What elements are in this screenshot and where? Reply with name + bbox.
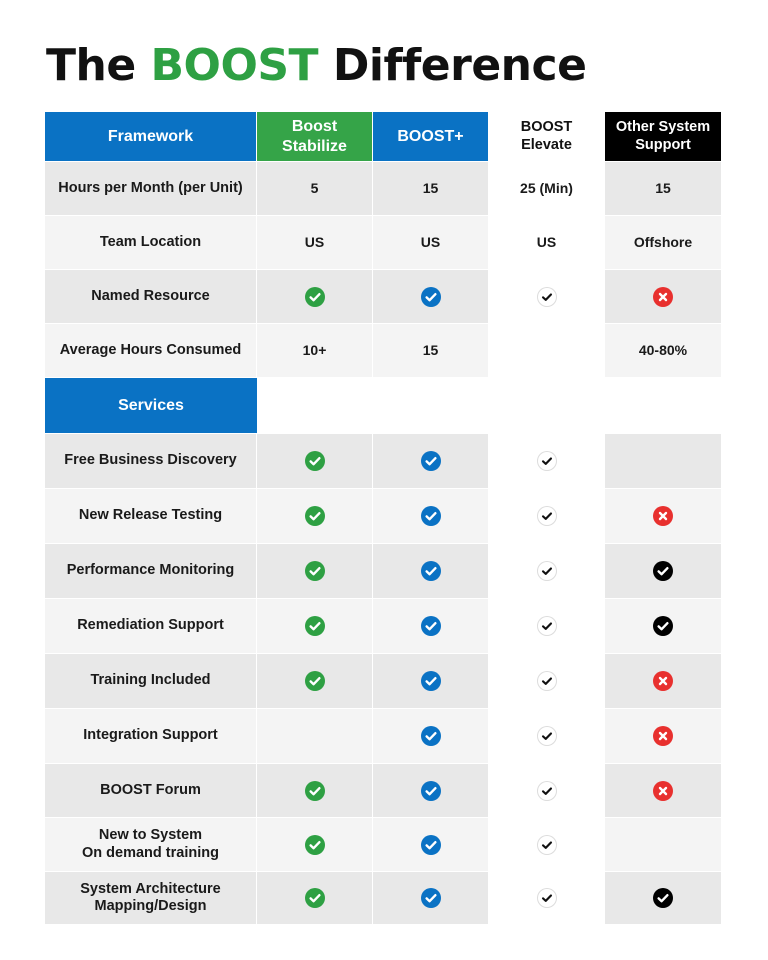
- check-circle-icon: [538, 562, 556, 580]
- cell-boost-elevate: [489, 434, 605, 489]
- header-other-line1: Other System: [615, 119, 711, 136]
- cell-other-system-support: [605, 324, 722, 378]
- header-stabilize-line1: Boost: [291, 118, 338, 136]
- row-label-text: Free Business Discovery: [64, 452, 237, 469]
- row-label: [45, 324, 257, 378]
- row-label-text: Average Hours Consumed: [59, 341, 242, 358]
- row-label: [45, 818, 257, 872]
- row-label-text: On demand training: [82, 844, 219, 861]
- check-circle-icon: [421, 506, 441, 526]
- row-label-text: System Architecture: [80, 880, 221, 897]
- cell-value: US: [304, 234, 325, 251]
- cell-boost-stabilize: [257, 434, 373, 489]
- row-label-text: Mapping/Design: [94, 898, 207, 914]
- row-label: [45, 434, 257, 489]
- row-label-text: Performance Monitoring: [66, 562, 235, 579]
- cell-boost-stabilize: [257, 654, 373, 709]
- x-circle-icon: [653, 506, 673, 526]
- check-circle-icon: [538, 288, 556, 306]
- check-circle-icon: [305, 506, 325, 526]
- services-header-label: Services: [118, 396, 184, 414]
- cell-boost-plus: [373, 709, 489, 764]
- x-circle-icon: [653, 726, 673, 746]
- header-boost-plus: [373, 112, 489, 162]
- cell-other-system-support: [605, 489, 722, 544]
- cell-other-system-support: [605, 216, 722, 270]
- comparison-table: [45, 112, 722, 925]
- row-label-text: Team Location: [99, 233, 202, 250]
- check-circle-icon: [538, 617, 556, 635]
- row-label: [45, 489, 257, 544]
- header-elevate-line1: BOOST: [520, 119, 573, 136]
- cell-boost-stabilize: [257, 818, 373, 872]
- check-circle-icon: [305, 835, 325, 855]
- check-circle-icon: [421, 561, 441, 581]
- row-label-text: Hours per Month (per Unit): [58, 179, 243, 196]
- row-label-text: Integration Support: [83, 727, 218, 744]
- row-label: [45, 872, 257, 925]
- check-circle-icon: [421, 671, 441, 691]
- cell-boost-stabilize: [257, 872, 373, 925]
- cell-boost-plus: [373, 270, 489, 324]
- cell-boost-stabilize: [257, 324, 373, 378]
- title-accent: BOOST: [150, 40, 319, 91]
- cell-boost-plus: [373, 544, 489, 599]
- check-circle-icon: [305, 671, 325, 691]
- header-boost-stabilize: [257, 112, 373, 162]
- cell-boost-stabilize: [257, 599, 373, 654]
- cell-boost-plus: [373, 654, 489, 709]
- cell-other-system-support: [605, 654, 722, 709]
- cell-boost-elevate: [489, 599, 605, 654]
- cell-boost-elevate: [489, 489, 605, 544]
- check-circle-icon: [538, 782, 556, 800]
- cell-other-system-support: [605, 544, 722, 599]
- page-title: [46, 40, 586, 91]
- cell-other-system-support: [605, 818, 722, 872]
- row-label: [45, 764, 257, 818]
- services-header-spacer: [257, 378, 722, 434]
- cell-boost-stabilize: [257, 709, 373, 764]
- cell-boost-elevate: [489, 709, 605, 764]
- check-circle-icon: [653, 561, 673, 581]
- check-circle-icon: [305, 561, 325, 581]
- check-circle-icon: [538, 727, 556, 745]
- cell-boost-stabilize: [257, 544, 373, 599]
- row-label-text: Named Resource: [91, 287, 210, 304]
- cell-value: 25 (Min): [520, 180, 573, 197]
- title-prefix: The: [46, 40, 136, 91]
- cell-boost-plus: [373, 599, 489, 654]
- check-circle-icon: [421, 888, 441, 908]
- cell-value: Offshore: [633, 234, 693, 251]
- cell-boost-plus: [373, 818, 489, 872]
- header-boost-elevate: [489, 112, 605, 162]
- header-elevate-line2: Elevate: [521, 136, 572, 153]
- cell-boost-elevate: [489, 818, 605, 872]
- x-circle-icon: [653, 287, 673, 307]
- cell-boost-elevate: [489, 654, 605, 709]
- check-circle-icon: [305, 287, 325, 307]
- check-circle-icon: [305, 616, 325, 636]
- cell-boost-stabilize: [257, 764, 373, 818]
- cell-other-system-support: [605, 162, 722, 216]
- cell-value: 15: [655, 180, 671, 197]
- services-header: [45, 378, 257, 434]
- check-circle-icon: [305, 451, 325, 471]
- cell-boost-plus: [373, 872, 489, 925]
- cell-boost-plus: [373, 764, 489, 818]
- check-circle-icon: [305, 888, 325, 908]
- header-plus-label: BOOST+: [397, 127, 464, 145]
- check-circle-icon: [653, 616, 673, 636]
- cell-boost-plus: [373, 162, 489, 216]
- cell-value: 10+: [302, 342, 327, 359]
- cell-value: US: [536, 234, 557, 251]
- cell-boost-elevate: [489, 872, 605, 925]
- check-circle-icon: [421, 287, 441, 307]
- check-circle-icon: [653, 888, 673, 908]
- x-circle-icon: [653, 671, 673, 691]
- row-label-text: New Release Testing: [78, 507, 223, 524]
- cell-boost-elevate: [489, 270, 605, 324]
- header-other-line2: Support: [635, 136, 691, 153]
- header-stabilize-line2: Stabilize: [282, 137, 347, 155]
- cell-other-system-support: [605, 709, 722, 764]
- cell-boost-elevate: [489, 162, 605, 216]
- cell-value: 15: [422, 180, 439, 197]
- header-framework: [45, 112, 257, 162]
- row-label: [45, 162, 257, 216]
- row-label-text: New to System: [98, 827, 203, 844]
- cell-boost-elevate: [489, 544, 605, 599]
- cell-boost-plus: [373, 489, 489, 544]
- header-framework-label: Framework: [107, 127, 194, 145]
- cell-boost-stabilize: [257, 216, 373, 270]
- check-circle-icon: [421, 616, 441, 636]
- row-label-text: Remediation Support: [77, 617, 224, 634]
- cell-boost-stabilize: [257, 162, 373, 216]
- header-other-system-support: [605, 112, 722, 162]
- cell-boost-plus: [373, 216, 489, 270]
- cell-value: 15: [422, 342, 439, 359]
- check-circle-icon: [421, 726, 441, 746]
- row-label: [45, 544, 257, 599]
- x-circle-icon: [653, 781, 673, 801]
- cell-boost-plus: [373, 324, 489, 378]
- row-label: [45, 709, 257, 764]
- cell-boost-elevate: [489, 216, 605, 270]
- check-circle-icon: [421, 835, 441, 855]
- check-circle-icon: [421, 781, 441, 801]
- cell-other-system-support: [605, 764, 722, 818]
- cell-other-system-support: [605, 270, 722, 324]
- row-label: [45, 599, 257, 654]
- check-circle-icon: [538, 672, 556, 690]
- cell-value: 40-80%: [638, 342, 688, 359]
- row-label-text: BOOST Forum: [100, 781, 201, 798]
- row-label: [45, 270, 257, 324]
- cell-other-system-support: [605, 872, 722, 925]
- check-circle-icon: [538, 889, 556, 907]
- cell-other-system-support: [605, 434, 722, 489]
- check-circle-icon: [538, 507, 556, 525]
- cell-boost-plus: [373, 434, 489, 489]
- cell-boost-elevate: [489, 324, 605, 378]
- row-label: [45, 216, 257, 270]
- row-label-text: Training Included: [90, 672, 211, 689]
- check-circle-icon: [305, 781, 325, 801]
- check-circle-icon: [538, 836, 556, 854]
- check-circle-icon: [538, 452, 556, 470]
- cell-boost-stabilize: [257, 270, 373, 324]
- cell-value: 5: [310, 180, 319, 197]
- check-circle-icon: [421, 451, 441, 471]
- cell-boost-stabilize: [257, 489, 373, 544]
- title-suffix: Difference: [332, 40, 587, 91]
- row-label: [45, 654, 257, 709]
- cell-other-system-support: [605, 599, 722, 654]
- cell-value: US: [420, 234, 441, 251]
- cell-boost-elevate: [489, 764, 605, 818]
